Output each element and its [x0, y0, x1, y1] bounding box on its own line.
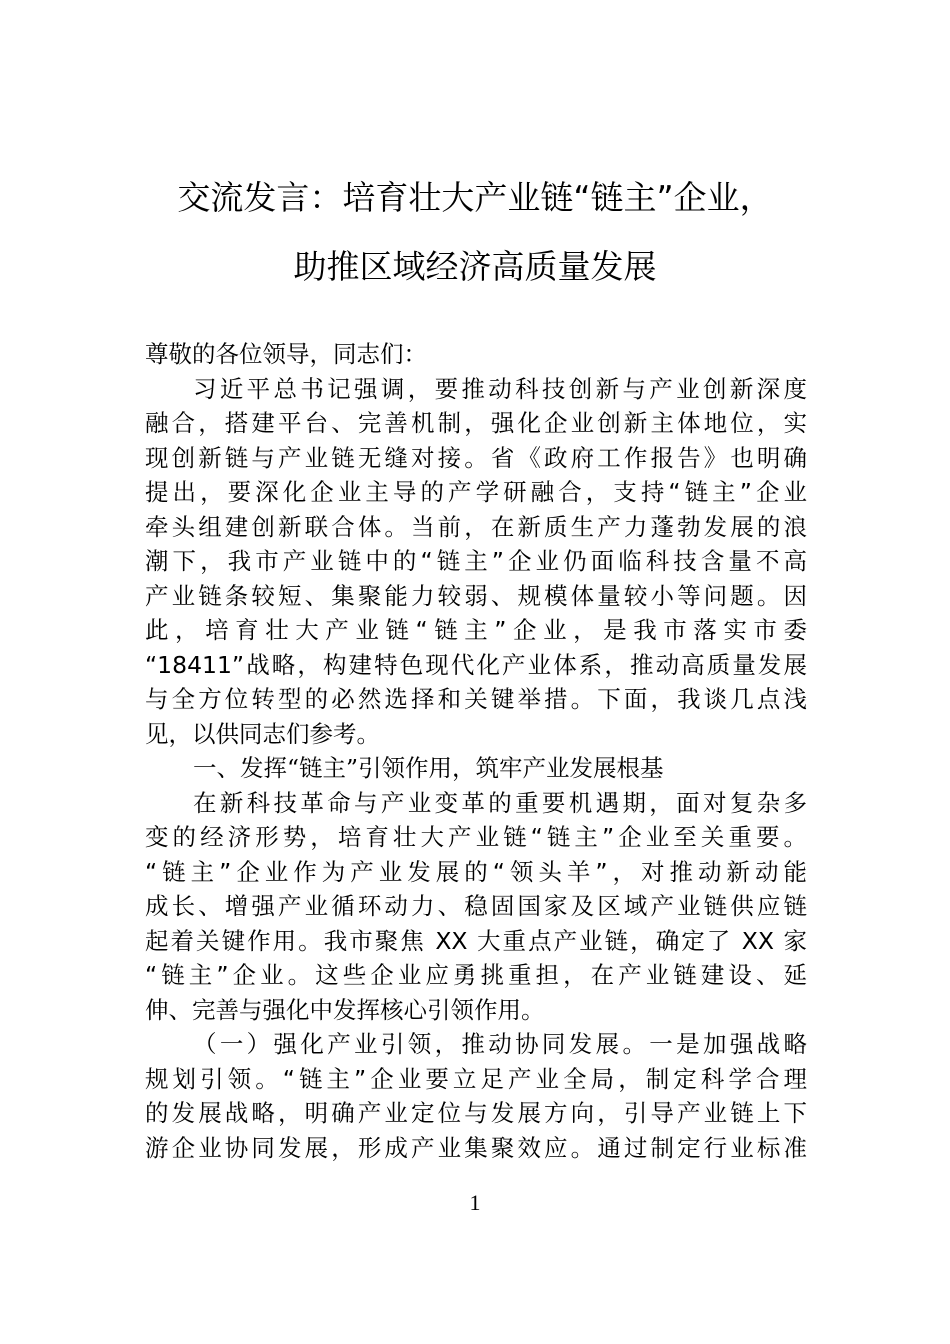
paragraph-2-line: 在新科技革命与产业变革的重要机遇期，面对复杂多 [193, 788, 807, 817]
paragraph-1-line: 牵头组建创新联合体。当前，在新质生产力蓬勃发展的浪 [145, 512, 807, 541]
document-title-line-1: 交流发言：培育壮大产业链“链主”企业， [177, 178, 773, 217]
paragraph-2-line: 变的经济形势，培育壮大产业链“链主”企业至关重要。 [145, 823, 807, 851]
paragraph-1-line: 产业链条较短、集聚能力较弱、规模体量较小等问题。因 [145, 581, 807, 610]
paragraph-1-line: “18411”战略，构建特色现代化产业体系，推动高质量发展 [145, 650, 807, 679]
paragraph-1-line: 见，以供同志们参考。 [145, 719, 380, 748]
paragraph-3-line: 规划引领。“链主”企业要立足产业全局，制定科学合理 [145, 1064, 807, 1093]
paragraph-2-line: 伸、完善与强化中发挥核心引领作用。 [145, 995, 545, 1024]
paragraph-1-line: 融合，搭建平台、完善机制，强化企业创新主体地位，实 [145, 409, 807, 437]
paragraph-2-line: “链主”企业作为产业发展的“领头羊”，对推动新动能 [145, 857, 807, 886]
document-title-line-2: 助推区域经济高质量发展 [293, 247, 657, 286]
paragraph-2-line: 成长、增强产业循环动力、稳固国家及区域产业链供应链 [145, 892, 807, 920]
paragraph-2-line: “链主”企业。这些企业应勇挑重担，在产业链建设、延 [145, 961, 807, 989]
paragraph-2-line: 起着关键作用。我市聚焦 XX 大重点产业链，确定了 XX 家 [145, 926, 807, 955]
paragraph-1-line: 提出，要深化企业主导的产学研融合，支持“链主”企业 [145, 478, 807, 506]
paragraph-3-line: （一）强化产业引领，推动协同发展。一是加强战略 [193, 1030, 807, 1058]
paragraph-1-line: 现创新链与产业链无缝对接。省《政府工作报告》也明确 [145, 443, 807, 472]
paragraph-1-line: 习近平总书记强调，要推动科技创新与产业创新深度 [193, 374, 807, 403]
paragraph-1-line: 此，培育壮大产业链“链主”企业，是我市落实市委 [145, 616, 807, 644]
document-body [145, 337, 807, 1165]
page-number: 1 [469, 1190, 481, 1215]
salutation: 尊敬的各位领导，同志们： [145, 340, 427, 368]
paragraph-1-line: 潮下，我市产业链中的“链主”企业仍面临科技含量不高 [145, 547, 807, 575]
section-heading-1: 一、发挥“链主”引领作用，筑牢产业发展根基 [193, 754, 664, 782]
paragraph-3-line: 游企业协同发展，形成产业集聚效应。通过制定行业标准 [145, 1133, 807, 1162]
paragraph-1-line: 与全方位转型的必然选择和关键举措。下面，我谈几点浅 [145, 685, 807, 713]
paragraph-3-line: 的发展战略，明确产业定位与发展方向，引导产业链上下 [145, 1099, 807, 1127]
